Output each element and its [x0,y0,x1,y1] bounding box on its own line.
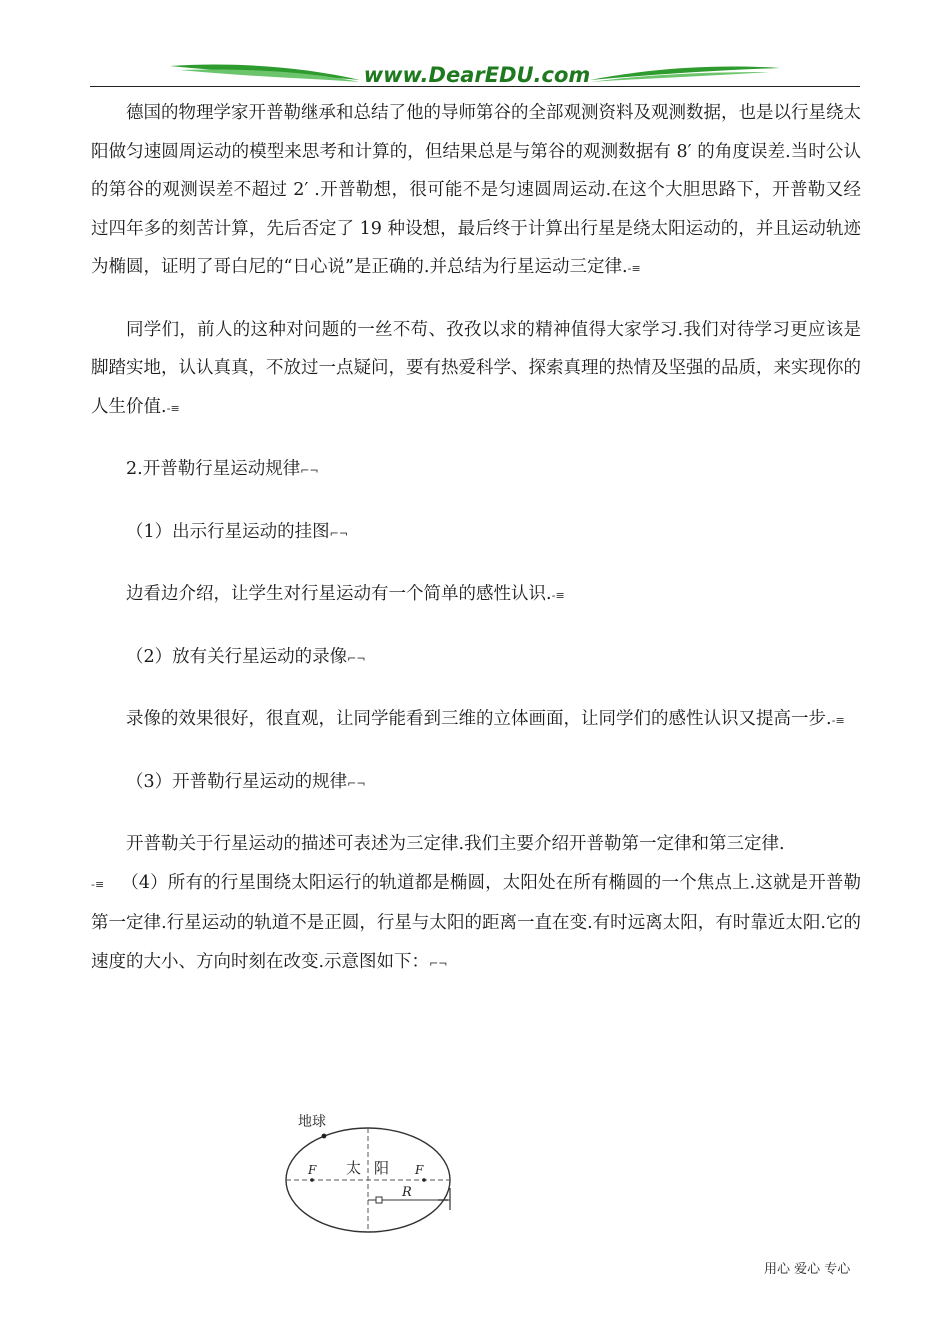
page-footer: 用心 爱心 专心 [764,1262,851,1277]
document-body [91,94,861,983]
site-title: www.DearEDU.com [363,63,591,87]
paragraph-mark: -≡ [91,877,105,891]
focus-left-dot [310,1178,314,1182]
item-4-text: （4）所有的行星围绕太阳运行的轨道都是椭圆，太阳处在所有椭圆的一个焦点上.这就是开普勒第一定律.行星运动的轨道不是正圆，行星与太阳的距离一直在变.有时远离太阳，有时靠近太阳.它的速度的大小、方向时刻在改变.示意图如下： [91,872,861,972]
item-2: （2）放有关行星运动的录像⌐¬ [126,646,366,667]
sun-label-1: 太 [346,1159,362,1177]
item-3-desc: 开普勒关于行星运动的描述可表述为三定律.我们主要介绍开普勒第一定律和第三定律. -≡ （4）所有的行星围绕太阳运行的轨道都是椭圆，太阳处在所有椭圆的一个焦点上.这就是开普勒第一定律.行星运动的轨道不是正圆，行星与太阳的距离一直在变.有时远离太阳，有时靠近太阳.它的速度的大小、方向时刻在改变.示意图如下：⌐¬ [91,834,861,972]
item-2-desc: 录像的效果很好，很直观，让同学能看到三维的立体画面，让同学们的感性认识又提高一步.-≡ [126,709,845,729]
line-mark: ⌐¬ [300,464,319,477]
header-banner [90,56,860,90]
swoosh-logo-icon [90,56,860,90]
elliptical-orbit-diagram [282,1106,472,1236]
focus-right-dot [422,1178,426,1182]
item-1-desc: 边看边介绍，让学生对行星运动有一个简单的感性认识.-≡ [126,584,565,604]
section-heading: 2.开普勒行星运动规律⌐¬ [126,459,319,479]
header-rule [90,86,860,87]
paragraph-mark: -≡ [551,589,565,602]
paragraph-encouragement: 同学们，前人的这种对问题的一丝不苟、孜孜以求的精神值得大家学习.我们对待学习更应该是脚踏实地，认认真真，不放过一点疑问，要有热爱科学、探索真理的热情及坚强的品质，来实现你的人生价值.-≡ [91,319,861,417]
line-mark: ⌐¬ [347,776,366,790]
line-mark: ⌐¬ [429,956,448,970]
radius-label: R [402,1185,412,1200]
paragraph-mark: -≡ [627,262,641,275]
line-mark: ⌐¬ [329,526,349,540]
earth-dot [322,1134,327,1139]
line-mark: ⌐¬ [347,651,366,665]
paragraph-mark: -≡ [831,714,845,727]
focus-right-label: F [415,1163,424,1177]
paragraph-mark: -≡ [166,401,180,415]
radius-arrow-left [376,1197,382,1203]
item-1: （1）出示行星运动的挂图⌐¬ [126,521,349,542]
paragraph-kepler-history: 德国的物理学家开普勒继承和总结了他的导师第谷的全部观测资料及观测数据，也是以行星绕太阳做匀速圆周运动的模型来思考和计算的，但结果总是与第谷的观测数据有 8′ 的角度误差.当时公认的第谷的观测误差不超过 2′ .开普勒想，很可能不是匀速圆周运动.在这个大胆思路下，开普勒又经过四年多的刻苦计算，先后否定了 19 种设想，最后终于计算出行星是绕太阳运动的，并且运动轨迹为椭圆，证明了哥白尼的“日心说”是正确的.并总结为行星运动三定律.-≡ [91,103,861,277]
focus-left-label: F [308,1163,317,1177]
sun-label-2: 阳 [374,1159,390,1177]
item-3: （3）开普勒行星运动的规律⌐¬ [126,771,366,792]
earth-label: 地球 [298,1114,326,1130]
